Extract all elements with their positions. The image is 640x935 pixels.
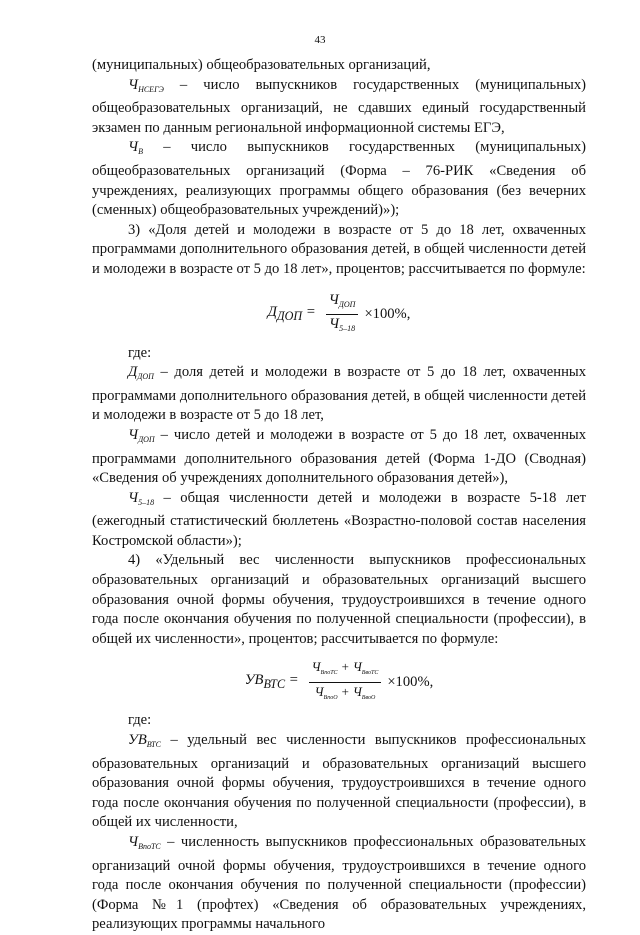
definition-chdop: $Ч_{ДОП}$ – число детей и молодежи в возрасте от 5 до 18 лет, охваченных программами дополнительного образования детей (Форма 1-ДО (Сводная) «Сведения об учреждениях дополнительного образования детей»), (92, 426, 586, 487)
formula-uvvts (92, 653, 586, 711)
variable: $Ч_{ВпоТС}$ (128, 834, 161, 851)
variable: $Ч_{5-18}$ (128, 489, 155, 507)
formula-multiplier: ×100%, (364, 305, 411, 322)
page-number: 43 (314, 34, 326, 46)
formula-fraction (326, 291, 359, 338)
paragraph-item-4: 4) «Удельный вес численности выпускников профессиональных образовательных организаций и образовательных организаций высшего образования очной формы обучения, трудоустроившихся в течение одного года после окончания обучения по полученной специальности (профессии), в общей их численности», процентов; рассчитывается по формуле: (92, 552, 586, 647)
paragraph-item-3: 3) «Доля детей и молодежи в возрасте от 5 до 18 лет, охваченных программами дополнительного образования детей, в общей численности детей и молодежи в возрасте от 5 до 18 лет», процентов; рассчитывается по формуле: (92, 221, 586, 277)
definition-ddop: $Д_{ДОП}$ – доля детей и молодежи в возрасте от 5 до 18 лет, охваченных программами дополнительного образования детей, в общей численности детей и молодежи в возрасте от 5 до 18 лет, (92, 364, 586, 424)
document-body (92, 56, 586, 935)
variable: $Ч_В$ (128, 139, 143, 157)
fraction-denominator: $Ч_{5-18}$ (329, 316, 356, 334)
variable: $Д_{ДОП}$ (128, 364, 154, 382)
formula-multiplier: ×100%, (387, 673, 434, 690)
formula-dop (92, 286, 586, 344)
variable: $Ч_{ДОП}$ (128, 426, 155, 444)
variable: $УВ_{ВТС}$ (128, 732, 161, 750)
formula-lhs: $УВ_{ВТС}$ = (244, 671, 299, 691)
paragraph: (муниципальных) общеобразовательных организаций, (92, 57, 431, 73)
fraction-denominator: $Ч_{ВпоО} + Ч_{ВвоО}$ (314, 683, 376, 701)
definition-chv: $Ч_В$ – число выпускников государственных (муниципальных) общеобразовательных организаций (Форма – 76-РИК «Сведения об учреждениях, реализующих программы общего образования (без вечерних (сменных) общеобразовательных учреждений)»); (92, 139, 586, 219)
where-label: где: (128, 712, 152, 729)
fraction-numerator: $Ч_{ДОП}$ (326, 291, 359, 315)
formula-fraction (309, 658, 382, 707)
variable: $Ч_{НСЕГЭ}$ (128, 76, 164, 94)
definition-uvvts: $УВ_{ВТС}$ – удельный вес численности выпускников профессиональных образовательных организаций и образовательных организаций высшего образования очной формы обучения, трудоустроившихся в течение одного года после окончания обучения по полученной специальности (профессии), в общей их численности, (92, 732, 586, 831)
definition-chvpots: $Ч_{ВпоТС}$ – численность выпускников профессиональных образовательных организаций очной формы обучения, трудоустроившихся в течение одного года после окончания обучения по полученной специальности (профессии) (Форма №1 (профтех) «Сведения об образовательных учреждениях, реализующих программы начального (92, 834, 586, 933)
fraction-numerator: $Ч_{ВпоТС} + Ч_{ВвоТС}$ (309, 658, 382, 683)
definition-ch5-18: $Ч_{5-18}$ – общая численности детей и молодежи в возрасте 5-18 лет (ежегодный статистический бюллетень «Возрастно-половой состав населения Костромской области»); (92, 489, 586, 549)
definition-chsege: $Ч_{НСЕГЭ}$ – число выпускников государственных (муниципальных) общеобразовательных организаций, не сдавших единый государственный экзамен по данным региональной информационной системы ЕГЭ, (92, 76, 586, 136)
formula-lhs: $Д_{ДОП}$ = (267, 303, 316, 323)
where-label: где: (128, 344, 152, 361)
